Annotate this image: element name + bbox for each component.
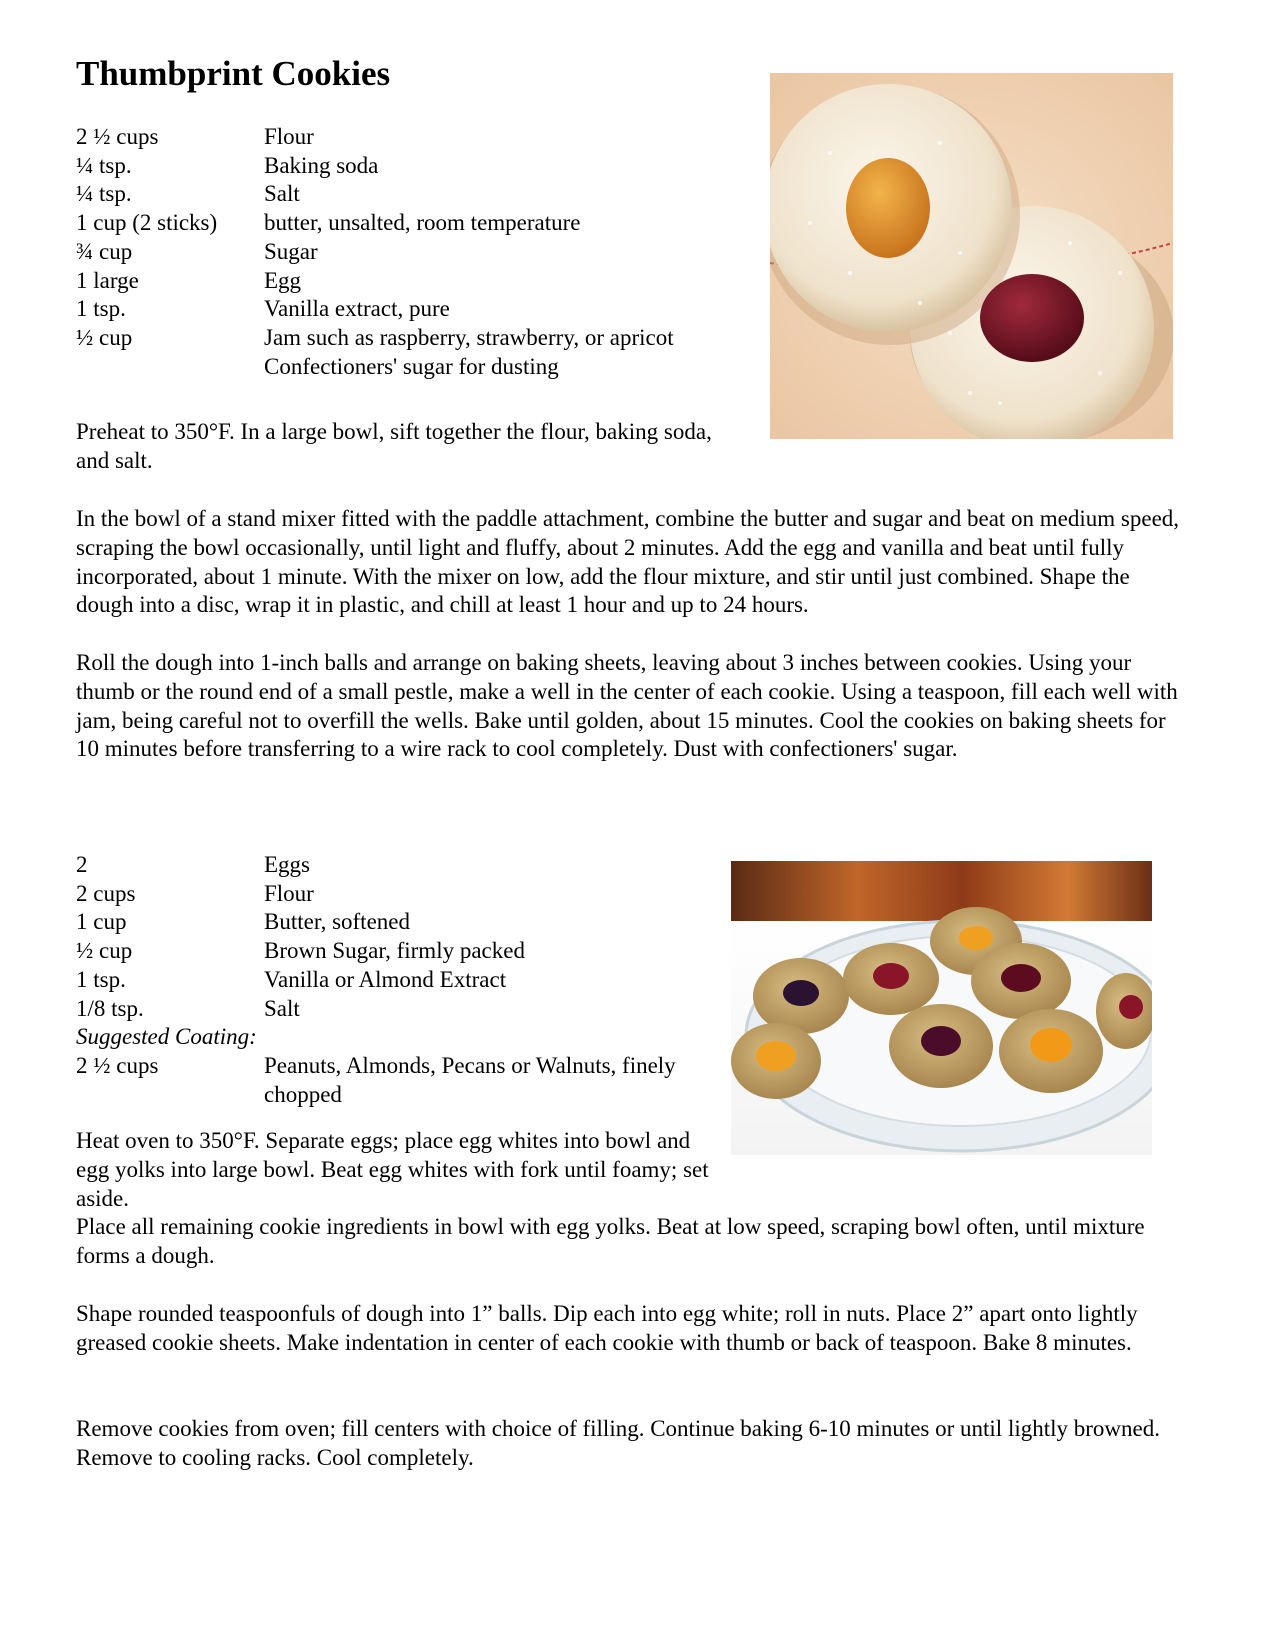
ingredient-name: Flour bbox=[264, 880, 314, 906]
ingredient-name: butter, unsalted, room temperature bbox=[264, 210, 581, 236]
cookie-photo-1 bbox=[770, 73, 1173, 439]
coating-heading-row bbox=[76, 1023, 716, 1052]
ingredient-qty: 2 ½ cups bbox=[76, 124, 159, 149]
ingredient-row bbox=[76, 209, 674, 238]
ingredient-name: Salt bbox=[264, 181, 300, 207]
ingredient-qty: 2 bbox=[76, 852, 88, 877]
ingredient-list-2 bbox=[76, 851, 716, 1109]
ingredient-row bbox=[76, 1052, 716, 1109]
recipe1-step-3: Roll the dough into 1-inch balls and arrange on baking sheets, leaving about 3 inches between cookies. Using your thumb or the round end of a small pestle, make a well in the center of each cookie. Using a teaspoon, fill each well with jam, being careful not to overfill the wells. Bake until golden, about 15 minutes. Cool the cookies on baking sheets for 10 minutes before transferring to a wire rack to cool completely. Dust with confectioners' sugar. bbox=[76, 650, 1178, 762]
ingredient-row bbox=[76, 324, 674, 353]
ingredient-row bbox=[76, 995, 716, 1024]
ingredient-qty: 1 tsp. bbox=[76, 966, 126, 992]
ingredient-name: Sugar bbox=[264, 238, 318, 264]
ingredient-name: Brown Sugar, firmly packed bbox=[264, 938, 525, 964]
ingredient-row bbox=[76, 353, 674, 382]
cookie-photo-2 bbox=[731, 861, 1152, 1155]
recipe2-step-4: Remove cookies from oven; fill centers with choice of filling. Continue baking 6-10 minutes or until lightly browned. Remove to cooling racks. Cool completely. bbox=[76, 1416, 1160, 1470]
recipe2-step-2: Place all remaining cookie ingredients in bowl with egg yolks. Beat at low speed, scraping bowl often, until mixture forms a dough. bbox=[76, 1214, 1145, 1268]
ingredient-qty: 1 tsp. bbox=[76, 296, 126, 322]
ingredient-row bbox=[76, 966, 716, 995]
ingredient-qty: 1/8 tsp. bbox=[76, 995, 144, 1021]
ingredient-qty: ½ cup bbox=[76, 324, 133, 350]
ingredient-name: Vanilla extract, pure bbox=[264, 296, 450, 322]
ingredient-row bbox=[76, 123, 674, 152]
ingredient-qty: 1 cup (2 sticks) bbox=[76, 210, 218, 236]
ingredient-row bbox=[76, 152, 674, 181]
ingredient-row bbox=[76, 180, 674, 209]
ingredient-name: Vanilla or Almond Extract bbox=[264, 966, 507, 992]
ingredient-qty: ½ cup bbox=[76, 938, 133, 964]
ingredient-qty: 2 ½ cups bbox=[76, 1052, 159, 1078]
recipe1-step-2: In the bowl of a stand mixer fitted with the paddle attachment, combine the butter and sugar and beat on medium speed, scraping the bowl occasionally, until light and fluffy, about 2 minutes. Add the egg and vanilla and beat until fully incorporated, about 1 minute. With the mixer on low, add the flour mixture, and stir until just combined. Shape the dough into a disc, wrap it in plastic, and chill at least 1 hour and up to 24 hours. bbox=[76, 506, 1180, 618]
ingredient-row bbox=[76, 295, 674, 324]
recipe2-step-3: Shape rounded teaspoonfuls of dough into 1” balls. Dip each into egg white; roll in nuts. Place 2” apart onto lightly greased cookie sheets. Make indentation in center of each cookie with thumb or back of teaspoon. Bake 8 minutes. bbox=[76, 1301, 1138, 1355]
ingredient-name: Jam such as raspberry, strawberry, or apricot bbox=[264, 324, 674, 350]
ingredient-name: Eggs bbox=[264, 852, 310, 877]
ingredient-qty: 1 cup bbox=[76, 909, 127, 935]
page-title: Thumbprint Cookies bbox=[76, 54, 391, 93]
coating-heading: Suggested Coating: bbox=[76, 1024, 257, 1050]
ingredient-name: Egg bbox=[264, 267, 302, 293]
ingredient-qty: ¼ tsp. bbox=[76, 152, 132, 178]
ingredient-name: Peanuts, Almonds, Pecans or Walnuts, finely chopped bbox=[264, 1052, 676, 1107]
ingredient-name: Confectioners' sugar for dusting bbox=[264, 353, 559, 379]
ingredient-name: Baking soda bbox=[264, 152, 379, 178]
ingredient-list-1 bbox=[76, 123, 674, 381]
ingredient-row bbox=[76, 851, 716, 880]
ingredient-qty bbox=[76, 353, 264, 382]
ingredient-row bbox=[76, 908, 716, 937]
ingredient-name: Flour bbox=[264, 124, 314, 149]
ingredient-row bbox=[76, 880, 716, 909]
ingredient-qty: 2 cups bbox=[76, 880, 136, 906]
ingredient-row bbox=[76, 238, 674, 267]
ingredient-name: Butter, softened bbox=[264, 909, 410, 935]
ingredient-qty: ¾ cup bbox=[76, 238, 133, 264]
ingredient-row bbox=[76, 937, 716, 966]
ingredient-qty: ¼ tsp. bbox=[76, 181, 132, 207]
recipe1-step-1: Preheat to 350°F. In a large bowl, sift together the flour, baking soda, and salt. bbox=[76, 419, 712, 473]
recipe2-step-1: Heat oven to 350°F. Separate eggs; place egg whites into bowl and egg yolks into large bowl. Beat egg whites with fork until foamy; set aside. bbox=[76, 1128, 709, 1211]
ingredient-row bbox=[76, 267, 674, 296]
ingredient-name: Salt bbox=[264, 995, 300, 1021]
ingredient-qty: 1 large bbox=[76, 267, 139, 293]
